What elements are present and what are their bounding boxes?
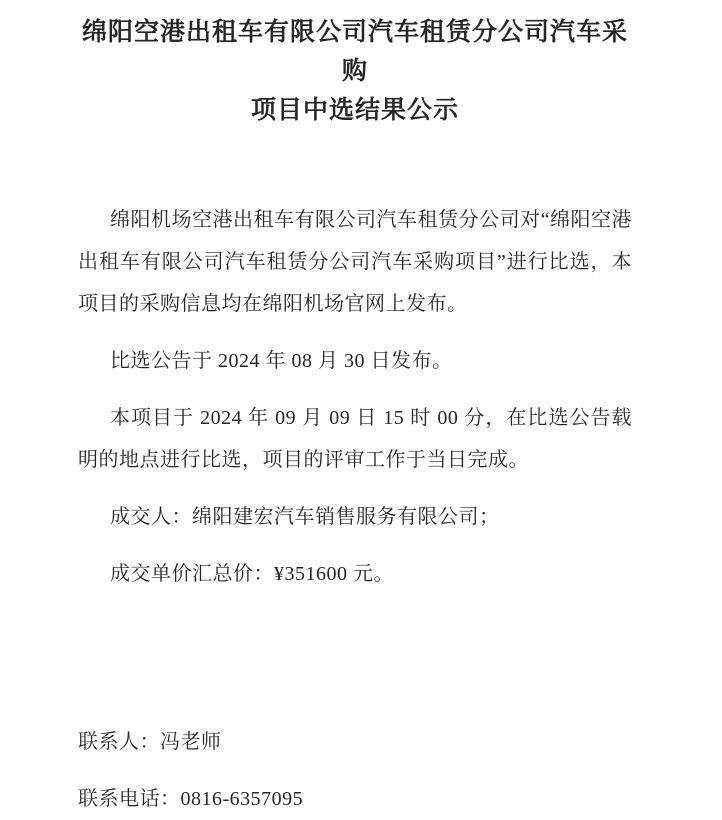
page-title-line-1: 绵阳空港出租车有限公司汽车租赁分公司汽车采购 bbox=[81, 19, 628, 85]
paragraph-total-price: 成交单价汇总价：¥351600 元。 bbox=[110, 563, 394, 585]
paragraph-selection-time: 本项目于 2024 年 09 月 09 日 15 时 00 分，在比选公告载明的地点进行比选，项目的评审工作于当日完成。 bbox=[78, 407, 632, 471]
contact-phone-line bbox=[78, 778, 632, 820]
blank-spacer bbox=[78, 610, 632, 721]
contact-person-value: 冯老师 bbox=[160, 731, 222, 753]
contact-person-line bbox=[78, 721, 632, 763]
contact-person-label: 联系人： bbox=[78, 731, 160, 753]
paragraph-announcement-date: 比选公告于 2024 年 08 月 30 日发布。 bbox=[110, 350, 453, 372]
page-title-line-2: 项目中选结果公示 bbox=[250, 97, 459, 124]
paragraph-project-intro: 绵阳机场空港出租车有限公司汽车租赁分公司对“绵阳空港出租车有限公司汽车租赁分公司汽车采购项目”进行比选，本项目的采购信息均在绵阳机场官网上发布。 bbox=[78, 209, 632, 315]
contact-phone-value: 0816-6357095 bbox=[180, 788, 304, 810]
contact-phone-label: 联系电话： bbox=[78, 788, 181, 810]
paragraph-winning-bidder: 成交人：绵阳建宏汽车销售服务有限公司； bbox=[110, 506, 500, 528]
page-title bbox=[78, 13, 632, 130]
